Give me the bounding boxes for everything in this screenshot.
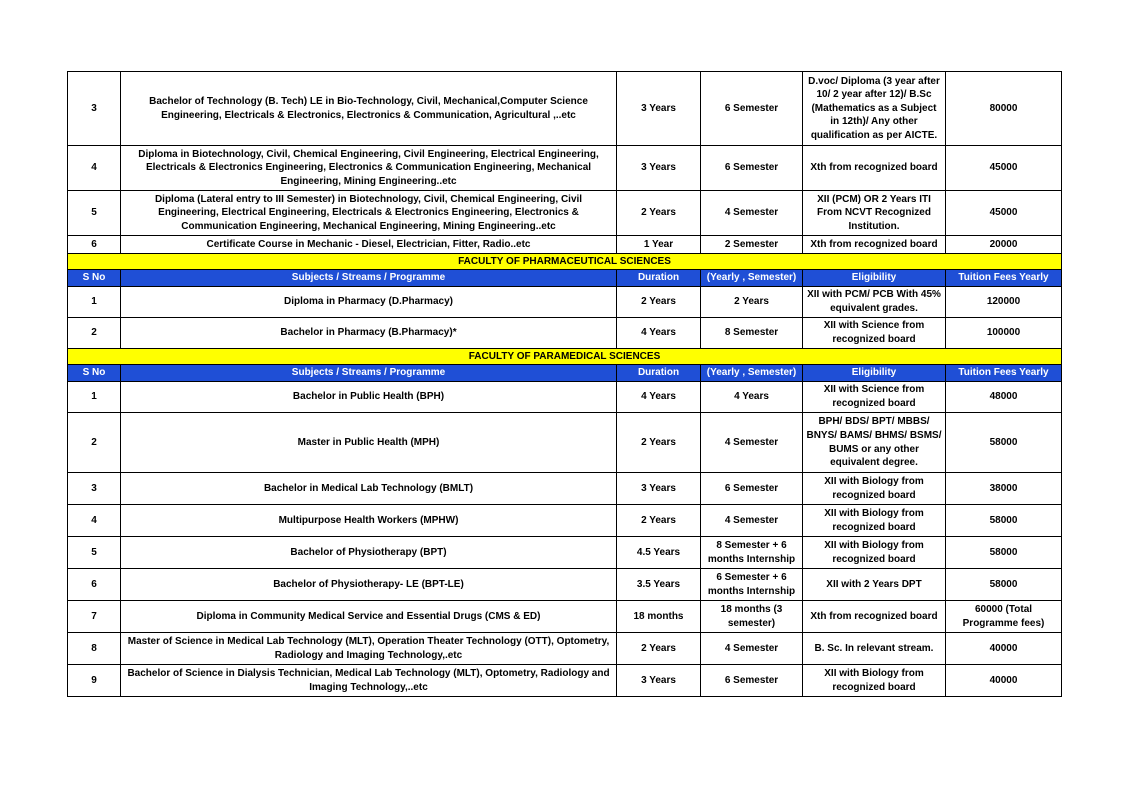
table-row xyxy=(68,665,1062,697)
table-row xyxy=(68,191,1062,236)
fees-table xyxy=(67,71,1062,697)
header-duration: Duration xyxy=(617,270,701,287)
sno-cell: 7 xyxy=(68,601,121,633)
programme-cell: Bachelor in Pharmacy (B.Pharmacy)* xyxy=(121,318,617,349)
sno-cell: 6 xyxy=(68,569,121,601)
eligibility-cell: XII with 2 Years DPT xyxy=(803,569,946,601)
duration-cell: 2 Years xyxy=(617,413,701,473)
semester-cell: 4 Semester xyxy=(701,191,803,236)
sno-cell: 1 xyxy=(68,382,121,413)
programme-cell: Master of Science in Medical Lab Technology (MLT), Operation Theater Technology (OTT), Optometry, Radiology and Imaging Technology,.etc xyxy=(121,633,617,665)
sno-cell: 6 xyxy=(68,236,121,254)
fees-cell: 45000 xyxy=(946,191,1062,236)
eligibility-cell: XII with Science from recognized board xyxy=(803,382,946,413)
table-row xyxy=(68,633,1062,665)
semester-cell: 6 Semester xyxy=(701,146,803,191)
duration-cell: 18 months xyxy=(617,601,701,633)
programme-cell: Multipurpose Health Workers (MPHW) xyxy=(121,505,617,537)
header-programme: Subjects / Streams / Programme xyxy=(121,365,617,382)
programme-cell: Diploma in Community Medical Service and Essential Drugs (CMS & ED) xyxy=(121,601,617,633)
table-row xyxy=(68,473,1062,505)
section-title-pharmaceutical: FACULTY OF PHARMACEUTICAL SCIENCES xyxy=(68,254,1062,270)
duration-cell: 4.5 Years xyxy=(617,537,701,569)
table-row xyxy=(68,236,1062,254)
table-row xyxy=(68,537,1062,569)
programme-cell: Bachelor of Physiotherapy (BPT) xyxy=(121,537,617,569)
eligibility-cell: Xth from recognized board xyxy=(803,146,946,191)
programme-cell: Certificate Course in Mechanic - Diesel, Electrician, Fitter, Radio..etc xyxy=(121,236,617,254)
semester-cell: 4 Semester xyxy=(701,413,803,473)
table-row xyxy=(68,318,1062,349)
programme-cell: Bachelor in Medical Lab Technology (BMLT) xyxy=(121,473,617,505)
header-row xyxy=(68,365,1062,382)
eligibility-cell: XII with Biology from recognized board xyxy=(803,537,946,569)
duration-cell: 4 Years xyxy=(617,318,701,349)
fees-cell: 58000 xyxy=(946,505,1062,537)
header-sno: S No xyxy=(68,270,121,287)
programme-cell: Master in Public Health (MPH) xyxy=(121,413,617,473)
programme-cell: Bachelor of Technology (B. Tech) LE in Bio-Technology, Civil, Mechanical,Computer Science Engineering, Electricals & Electronics, Electronics & Communication, Agricultural ,..etc xyxy=(121,72,617,146)
header-fees: Tuition Fees Yearly xyxy=(946,365,1062,382)
sno-cell: 2 xyxy=(68,413,121,473)
eligibility-cell: XII with Biology from recognized board xyxy=(803,505,946,537)
sno-cell: 8 xyxy=(68,633,121,665)
sno-cell: 4 xyxy=(68,146,121,191)
fees-cell: 40000 xyxy=(946,633,1062,665)
fees-cell: 45000 xyxy=(946,146,1062,191)
sno-cell: 3 xyxy=(68,473,121,505)
eligibility-cell: XII with Biology from recognized board xyxy=(803,665,946,697)
fees-cell: 40000 xyxy=(946,665,1062,697)
semester-cell: 2 Years xyxy=(701,287,803,318)
eligibility-cell: XII (PCM) OR 2 Years ITI From NCVT Recognized Institution. xyxy=(803,191,946,236)
header-eligibility: Eligibility xyxy=(803,365,946,382)
header-semester: (Yearly , Semester) xyxy=(701,270,803,287)
programme-cell: Diploma (Lateral entry to III Semester) in Biotechnology, Civil, Chemical Engineering, Civil Engineering, Electrical Engineering, Electricals & Electronics Engineering, Electronics & Communication Engineering, Mechanical Engineering, Mining Engineering..etc xyxy=(121,191,617,236)
semester-cell: 6 Semester xyxy=(701,72,803,146)
fees-cell: 60000 (Total Programme fees) xyxy=(946,601,1062,633)
duration-cell: 2 Years xyxy=(617,633,701,665)
sno-cell: 1 xyxy=(68,287,121,318)
semester-cell: 6 Semester xyxy=(701,473,803,505)
eligibility-cell: BPH/ BDS/ BPT/ MBBS/ BNYS/ BAMS/ BHMS/ BSMS/ BUMS or any other equivalent degree. xyxy=(803,413,946,473)
fees-cell: 58000 xyxy=(946,569,1062,601)
semester-cell: 6 Semester + 6 months Internship xyxy=(701,569,803,601)
eligibility-cell: B. Sc. In relevant stream. xyxy=(803,633,946,665)
fees-cell: 38000 xyxy=(946,473,1062,505)
fees-cell: 80000 xyxy=(946,72,1062,146)
header-programme: Subjects / Streams / Programme xyxy=(121,270,617,287)
semester-cell: 18 months (3 semester) xyxy=(701,601,803,633)
section-title-row xyxy=(68,254,1062,270)
duration-cell: 4 Years xyxy=(617,382,701,413)
table-row xyxy=(68,146,1062,191)
sno-cell: 5 xyxy=(68,191,121,236)
programme-cell: Diploma in Biotechnology, Civil, Chemical Engineering, Civil Engineering, Electrical Engineering, Electricals & Electronics Engineering, Electronics & Communication Engineering, Mechanical Engineering, Mining Engineering..etc xyxy=(121,146,617,191)
duration-cell: 3.5 Years xyxy=(617,569,701,601)
fees-cell: 100000 xyxy=(946,318,1062,349)
fees-cell: 20000 xyxy=(946,236,1062,254)
fees-cell: 48000 xyxy=(946,382,1062,413)
eligibility-cell: XII with PCM/ PCB With 45% equivalent grades. xyxy=(803,287,946,318)
fees-cell: 58000 xyxy=(946,413,1062,473)
programme-cell: Bachelor of Physiotherapy- LE (BPT-LE) xyxy=(121,569,617,601)
duration-cell: 2 Years xyxy=(617,505,701,537)
section-title-row xyxy=(68,349,1062,365)
header-semester: (Yearly , Semester) xyxy=(701,365,803,382)
section-title-paramedical: FACULTY OF PARAMEDICAL SCIENCES xyxy=(68,349,1062,365)
header-sno: S No xyxy=(68,365,121,382)
duration-cell: 1 Year xyxy=(617,236,701,254)
table-row xyxy=(68,413,1062,473)
semester-cell: 2 Semester xyxy=(701,236,803,254)
table-row xyxy=(68,505,1062,537)
duration-cell: 2 Years xyxy=(617,191,701,236)
sno-cell: 9 xyxy=(68,665,121,697)
semester-cell: 6 Semester xyxy=(701,665,803,697)
table-row xyxy=(68,601,1062,633)
table-row xyxy=(68,569,1062,601)
semester-cell: 8 Semester + 6 months Internship xyxy=(701,537,803,569)
eligibility-cell: XII with Biology from recognized board xyxy=(803,473,946,505)
header-eligibility: Eligibility xyxy=(803,270,946,287)
duration-cell: 2 Years xyxy=(617,287,701,318)
header-duration: Duration xyxy=(617,365,701,382)
semester-cell: 4 Semester xyxy=(701,633,803,665)
programme-cell: Diploma in Pharmacy (D.Pharmacy) xyxy=(121,287,617,318)
programme-cell: Bachelor in Public Health (BPH) xyxy=(121,382,617,413)
programme-cell: Bachelor of Science in Dialysis Technician, Medical Lab Technology (MLT), Optometry, Radiology and Imaging Technology,..etc xyxy=(121,665,617,697)
semester-cell: 4 Semester xyxy=(701,505,803,537)
eligibility-cell: D.voc/ Diploma (3 year after 10/ 2 year after 12)/ B.Sc (Mathematics as a Subject in 12th)/ Any other qualification as per AICTE. xyxy=(803,72,946,146)
sno-cell: 4 xyxy=(68,505,121,537)
fees-cell: 58000 xyxy=(946,537,1062,569)
duration-cell: 3 Years xyxy=(617,72,701,146)
duration-cell: 3 Years xyxy=(617,665,701,697)
duration-cell: 3 Years xyxy=(617,473,701,505)
duration-cell: 3 Years xyxy=(617,146,701,191)
eligibility-cell: XII with Science from recognized board xyxy=(803,318,946,349)
semester-cell: 8 Semester xyxy=(701,318,803,349)
table-row xyxy=(68,287,1062,318)
table-row xyxy=(68,382,1062,413)
eligibility-cell: Xth from recognized board xyxy=(803,601,946,633)
header-fees: Tuition Fees Yearly xyxy=(946,270,1062,287)
eligibility-cell: Xth from recognized board xyxy=(803,236,946,254)
fees-cell: 120000 xyxy=(946,287,1062,318)
sno-cell: 5 xyxy=(68,537,121,569)
table-row xyxy=(68,72,1062,146)
semester-cell: 4 Years xyxy=(701,382,803,413)
header-row xyxy=(68,270,1062,287)
sno-cell: 3 xyxy=(68,72,121,146)
sno-cell: 2 xyxy=(68,318,121,349)
